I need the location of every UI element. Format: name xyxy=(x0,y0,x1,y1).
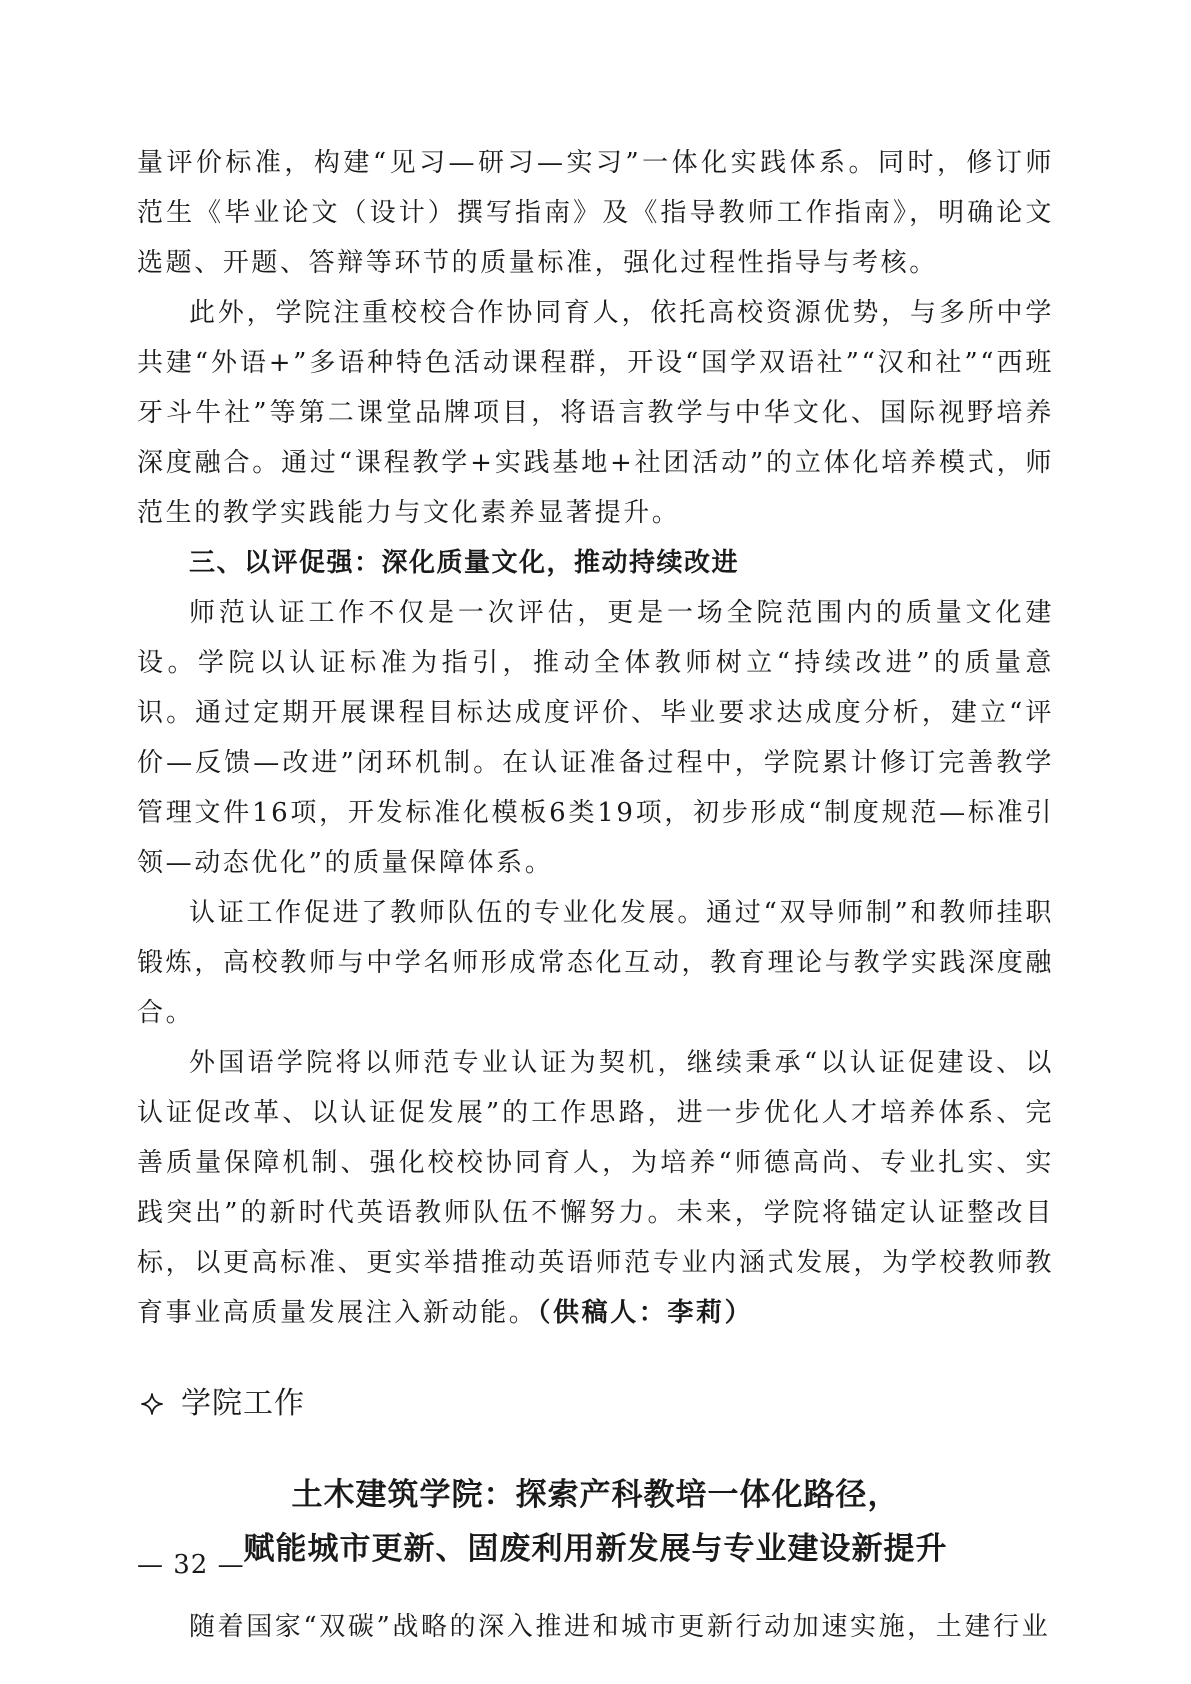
paragraph-continued: 量评价标准，构建“见习—研习—实习”一体化实践体系。同时，修订师范生《毕业论文（设计）撰写指南》及《指导教师工作指南》，明确论文选题、开题、答辩等环节的质量标准，强化过程性指导与考核。 xyxy=(137,148,1054,278)
lead-paragraph: 随着国家“双碳”战略的深入推进和城市更新行动加速实施，土建行业 xyxy=(189,1612,1051,1642)
author-credit: （供稿人：李莉） xyxy=(537,1298,754,1328)
section-heading-3: 三、以评促强：深化质量文化，推动持续改进 xyxy=(189,548,740,578)
paragraph-closing xyxy=(137,1038,1054,1338)
page-number: — 32 — xyxy=(137,1550,245,1580)
body-text-top xyxy=(137,138,1054,538)
article-title xyxy=(137,1468,1054,1576)
four-point-star-icon xyxy=(141,1393,163,1415)
article-title-line-2: 赋能城市更新、固废利用新发展与专业建设新提升 xyxy=(243,1531,948,1567)
paragraph-teacher-development: 认证工作促进了教师队伍的专业化发展。通过“双导师制”和教师挂职锻炼，高校教师与中学名师形成常态化互动，教育理论与教学实践深度融合。 xyxy=(137,898,1054,1028)
paragraph-quality-culture: 师范认证工作不仅是一次评估，更是一场全院范围内的质量文化建设。学院以认证标准为指引，推动全体教师树立“持续改进”的质量意识。通过定期开展课程目标达成度评价、毕业要求达成度分析，建立“评价—反馈—改进”闭环机制。在认证准备过程中，学院累计修订完善教学管理文件16项，开发标准化模板6类19项，初步形成“制度规范—标准引领—动态优化”的质量保障体系。 xyxy=(137,598,1054,878)
closing-text: 外国语学院将以师范专业认证为契机，继续秉承“以认证促建设、以认证促改革、以认证促发展”的工作思路，进一步优化人才培养体系、完善质量保障机制、强化校校协同育人，为培养“师德高尚、专业扎实、实践突出”的新时代英语教师队伍不懈努力。未来，学院将锚定认证整改目标，以更高标准、更实举措推动英语师范专业内涵式发展，为学校教师教育事业高质量发展注入新动能。 xyxy=(137,1048,1054,1328)
section-tag xyxy=(137,1384,1054,1424)
paragraph-cooperation: 此外，学院注重校校合作协同育人，依托高校资源优势，与多所中学共建“外语+”多语种特色活动课程群，开设“国学双语社”“汉和社”“西班牙斗牛社”等第二课堂品牌项目，将语言教学与中华文化、国际视野培养深度融合。通过“课程教学+实践基地+社团活动”的立体化培养模式，师范生的教学实践能力与文化素养显著提升。 xyxy=(137,298,1054,528)
article-title-line-1: 土木建筑学院：探索产科教培一体化路径， xyxy=(291,1477,900,1513)
body-text-mid xyxy=(137,588,1054,1338)
section-tag-label: 学院工作 xyxy=(181,1386,305,1421)
